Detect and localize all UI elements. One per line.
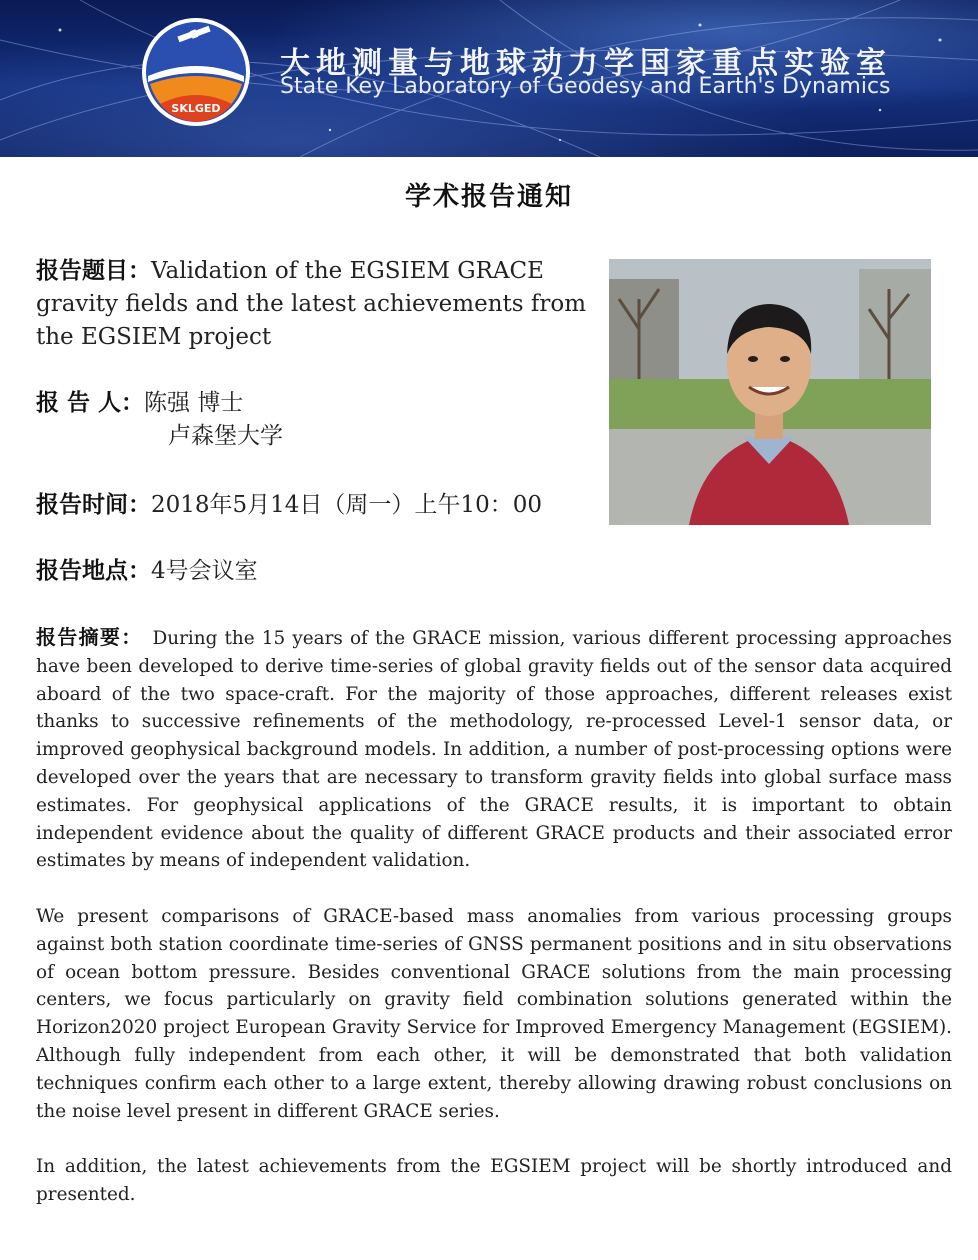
topic-label: 报告题目： — [36, 257, 151, 284]
speaker-photo — [609, 259, 931, 525]
topic-value: Validation of the EGSIEM GRACE gravity fields and the latest achievements from the EGSIEM project — [36, 258, 587, 350]
logo-text: SKLGED — [171, 102, 221, 115]
abstract-paragraph-2: We present comparisons of GRACE-based mass anomalies from various processing groups against both station coordinate time-series of GNSS permanent positions and in situ observations of ocean bottom pressure. Besides conventional GRACE solutions from the main processing centers, we focus particularly on gravity field combination solutions generated within the Horizon2020 project European Gravity Service for Improved Emergency Management (EGSIEM). Although fully independent from each other, it will be demonstrated that both validation techniques confirm each other to a large extent, thereby allowing drawing robust conclusions on the noise level present in different GRACE series. — [36, 905, 952, 1122]
abstract-paragraph-1: During the 15 years of the GRACE mission, various different processing approaches have been developed to derive time-series of global gravity fields out of the sensor data acquired aboard of the two space-craft. For the majority of those approaches, different releases exist thanks to successive refinements of the methodology, re-processed Level-1 sensor data, or improved geophysical background models. In addition, a number of post-processing options were developed over the years that are necessary to transform gravity fields into global surface mass estimates. For geophysical applications of the GRACE results, it is important to obtain independent evidence about the quality of different GRACE products and their associated error estimates by means of independent validation. — [36, 628, 952, 872]
header-banner — [0, 0, 978, 157]
place-label: 报告地点： — [36, 557, 151, 584]
lab-name-en: State Key Laboratory of Geodesy and Earth's Dynamics — [280, 74, 891, 99]
speaker-field — [36, 386, 283, 453]
speaker-affiliation: 卢森堡大学 — [168, 423, 283, 449]
time-field — [36, 488, 542, 522]
abstract-section — [36, 624, 952, 1237]
time-value: 2018年5月14日（周一）上午10：00 — [151, 492, 542, 518]
topic-field — [36, 254, 596, 354]
time-label: 报告时间： — [36, 491, 151, 518]
sklged-logo — [140, 16, 252, 128]
abstract-label: 报告摘要： — [36, 625, 143, 649]
lab-name-cn: 大地测量与地球动力学国家重点实验室 — [280, 46, 892, 81]
place-value: 4号会议室 — [151, 558, 258, 584]
place-field — [36, 554, 258, 588]
page-title: 学术报告通知 — [404, 182, 573, 212]
speaker-label: 报 告 人： — [36, 389, 145, 416]
abstract-paragraph — [36, 624, 952, 875]
abstract-paragraph-3: In addition, the latest achievements from the EGSIEM project will be shortly introduced and presented. — [36, 1156, 952, 1205]
speaker-name: 陈强 博士 — [144, 390, 244, 416]
